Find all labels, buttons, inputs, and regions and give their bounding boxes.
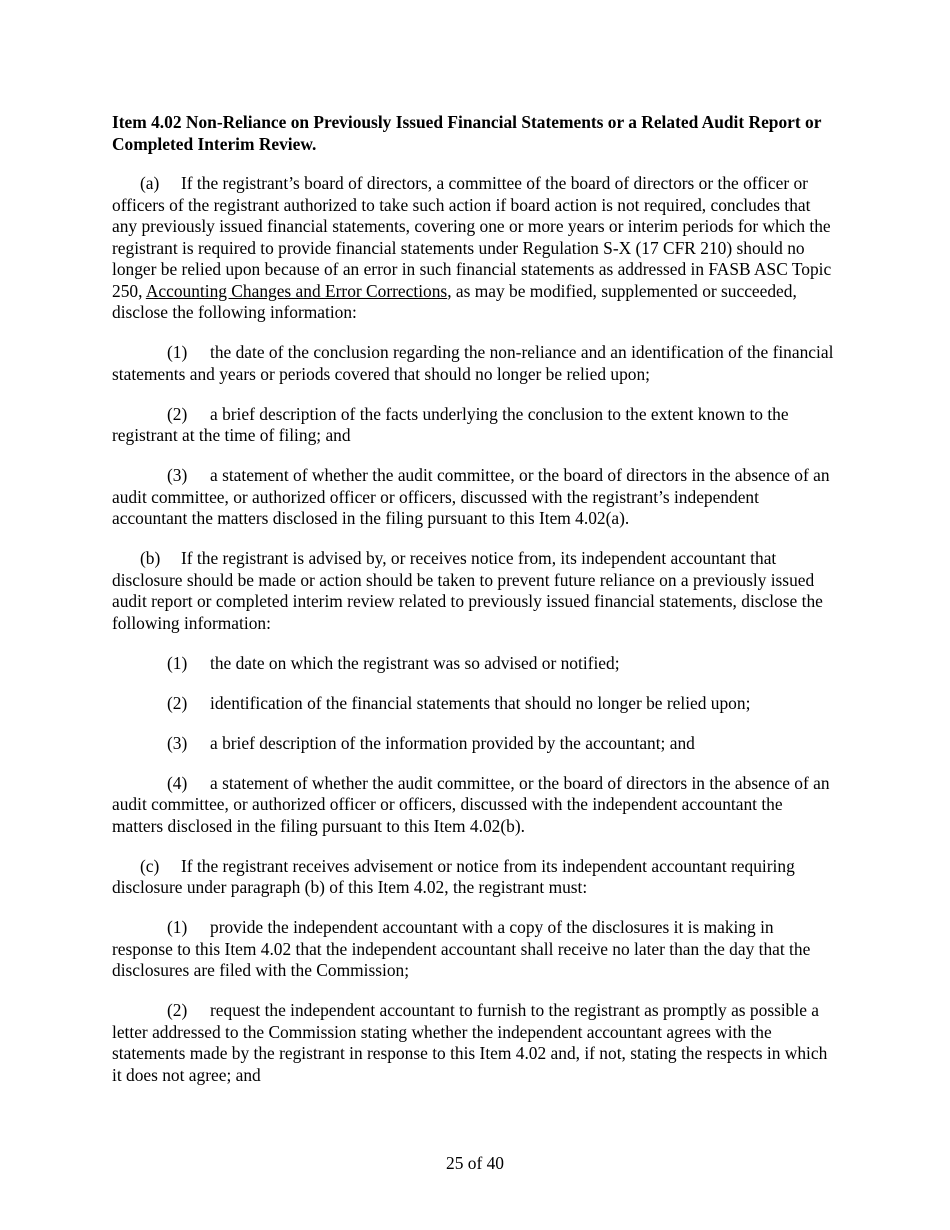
paragraph-marker: (c)	[140, 855, 160, 876]
item-marker: (2)	[167, 1000, 188, 1020]
item-heading: Item 4.02 Non-Reliance on Previously Issued Financial Statements or a Related Audit Report or Completed Interim Review.	[112, 112, 822, 154]
paragraph-b-2	[112, 693, 838, 715]
paragraph-a	[112, 173, 838, 324]
item-text: the date of the conclusion regarding the non-reliance and an identification of the financial statements and years or periods covered that should no longer be relied upon;	[112, 342, 834, 384]
paragraph-text: If the registrant receives advisement or notice from its independent accountant requiring disclosure under paragraph (b) of this Item 4.02, the registrant must:	[112, 855, 795, 897]
paragraph-b-4	[112, 773, 838, 838]
underlined-reference: Accounting Changes and Error Corrections	[145, 280, 448, 301]
paragraph-text: If the registrant’s board of directors, a committee of the board of directors or the officer or officers of the registrant authorized to take such action if board action is not required, concludes that any previously issued financial statements, covering one or more years or interim periods for which the registrant is required to provide financial statements under Regulation S-X (17 CFR 210) should no longer be relied upon because of an error in such financial statements as addressed in FASB ASC Topic 250,	[112, 173, 832, 301]
paragraph-c	[112, 856, 838, 899]
paragraph-text: , as may be modified, supplemented or succeeded, disclose the following information:	[112, 280, 797, 322]
paragraph-marker: (a)	[140, 173, 160, 193]
item-text: a brief description of the information provided by the accountant; and	[210, 732, 695, 753]
document-page	[112, 112, 838, 1105]
item-text: a brief description of the facts underlying the conclusion to the extent known to the registrant at the time of filing; and	[112, 403, 789, 445]
paragraph-c-2	[112, 1000, 838, 1086]
item-marker: (2)	[167, 403, 188, 424]
item-marker: (4)	[167, 772, 188, 793]
paragraph-b-3	[112, 733, 838, 755]
item-marker: (3)	[167, 465, 188, 485]
item-text: a statement of whether the audit committee, or the board of directors in the absence of an audit committee, or authorized officer or officers, discussed with the independent accountant the matters disclosed in the filing pursuant to this Item 4.02(b).	[112, 772, 830, 836]
paragraph-b	[112, 548, 838, 634]
paragraph-b-1	[112, 653, 838, 675]
item-text: a statement of whether the audit committee, or the board of directors in the absence of an audit committee, or authorized officer or officers, discussed with the registrant’s independent accountant the matters disclosed in the filing pursuant to this Item 4.02(a).	[112, 465, 830, 528]
item-text: provide the independent accountant with a copy of the disclosures it is making in response to this Item 4.02 that the independent accountant shall receive no later than the day that the disclosures are filed with the Commission;	[112, 917, 811, 980]
item-text: the date on which the registrant was so advised or notified;	[210, 652, 620, 673]
item-marker: (1)	[167, 652, 188, 673]
paragraph-a-3	[112, 465, 838, 530]
item-marker: (1)	[167, 917, 188, 937]
item-text: request the independent accountant to furnish to the registrant as promptly as possible a letter addressed to the Commission stating whether the independent accountant agrees with the statements made by the registrant in response to this Item 4.02 and, if not, stating the respects in which it does not agree; and	[112, 1000, 828, 1085]
page-number: 25 of 40	[446, 1153, 504, 1173]
paragraph-a-2	[112, 404, 838, 447]
paragraph-marker: (b)	[140, 548, 161, 568]
paragraph-a-1	[112, 342, 838, 385]
item-marker: (3)	[167, 732, 188, 753]
paragraph-text: If the registrant is advised by, or receives notice from, its independent accountant that disclosure should be made or action should be taken to prevent future reliance on a previously issued audit report or completed interim review related to previously issued financial statements, disclose the following information:	[112, 548, 823, 633]
item-text: identification of the financial statements that should no longer be relied upon;	[210, 692, 751, 713]
item-marker: (1)	[167, 342, 188, 362]
paragraph-c-1	[112, 917, 838, 982]
item-marker: (2)	[167, 692, 188, 713]
